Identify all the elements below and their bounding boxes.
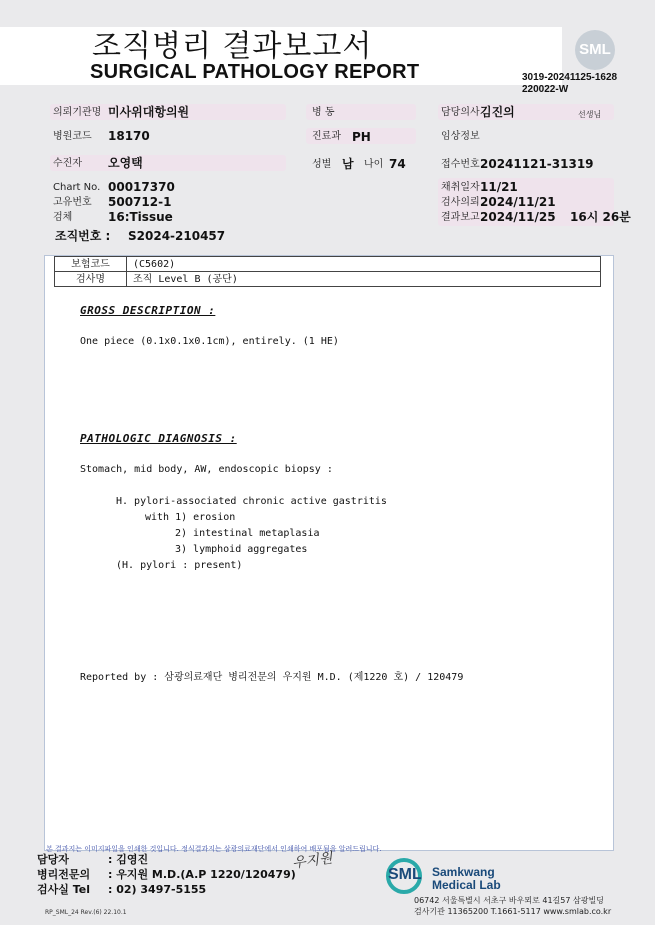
patient-value: 오영택 bbox=[108, 156, 143, 170]
samkwang-name: Samkwang Medical Lab bbox=[432, 865, 501, 892]
manager-label: 담당자 bbox=[37, 853, 69, 866]
sex-label: 성별 bbox=[312, 159, 332, 170]
patient-label: 수진자 bbox=[53, 158, 82, 169]
pathologist-value: : 우지원 M.D.(A.P 1220/120479) bbox=[108, 868, 296, 881]
print-notice: 본 결과지는 이미지파일을 인쇄한 것입니다. 정식결과지는 삼광의료재단에서 인쇄하여 배포됨을 알려드립니다. bbox=[46, 845, 382, 853]
diagnosis-heading: PATHOLOGIC DIAGNOSIS : bbox=[80, 432, 237, 445]
test-value: 조직 Level B (공단) bbox=[127, 272, 601, 287]
diagnosis-line-3: 2) intestinal metaplasia bbox=[175, 528, 320, 539]
form-revision: RP_SML_24 Rev.(6) 22.10.1 bbox=[45, 909, 127, 916]
clinical-label: 임상정보 bbox=[441, 131, 480, 142]
gross-heading: GROSS DESCRIPTION : bbox=[80, 304, 216, 317]
samkwang-logo-text: SML bbox=[388, 866, 422, 883]
request-label: 검사의뢰 bbox=[441, 197, 480, 208]
diagnosis-line-1: H. pylori-associated chronic active gastritis bbox=[116, 496, 387, 507]
manager-value: : 김영진 bbox=[108, 853, 149, 866]
report-title-korean: 조직병리 결과보고서 bbox=[92, 29, 373, 64]
diagnosis-site: Stomach, mid body, AW, endoscopic biopsy : bbox=[80, 464, 333, 475]
chart-value: 00017370 bbox=[108, 180, 175, 194]
tissue-no-label: 조직번호 : bbox=[55, 229, 111, 243]
ward-label: 병 동 bbox=[312, 107, 335, 118]
doctor-suffix: 선생님 bbox=[578, 110, 602, 119]
sex-value: 남 bbox=[342, 157, 354, 171]
lab-tel-label: 검사실 Tel bbox=[37, 883, 90, 896]
unique-value: 500712-1 bbox=[108, 195, 172, 209]
test-code-table bbox=[54, 256, 601, 287]
insurance-row bbox=[55, 257, 601, 272]
report-date-label: 결과보고 bbox=[441, 212, 480, 223]
diagnosis-line-4: 3) lymphoid aggregates bbox=[175, 544, 308, 555]
signature: 우지원 bbox=[291, 850, 334, 872]
doctor-value: 김진의 bbox=[480, 105, 515, 119]
receipt-value: 20241121-31319 bbox=[480, 157, 594, 171]
diagnosis-line-2: with 1) erosion bbox=[145, 512, 236, 523]
lab-tel-value: : 02) 3497-5155 bbox=[108, 883, 207, 896]
institution-value: 미사위대항의원 bbox=[108, 105, 190, 119]
request-value: 2024/11/21 bbox=[480, 195, 556, 209]
specimen-value: 16:Tissue bbox=[108, 210, 173, 224]
report-title-english: SURGICAL PATHOLOGY REPORT bbox=[90, 61, 420, 83]
dept-value: PH bbox=[352, 130, 371, 144]
chart-label: Chart No. bbox=[53, 182, 101, 193]
tissue-no-value: S2024-210457 bbox=[128, 229, 226, 243]
test-label: 검사명 bbox=[55, 272, 127, 287]
lab-address: 06742 서울특별시 서초구 바우뫼로 41길57 삼광빌딩 검사기관 11365200 T.1661-5117 www.smlab.co.kr bbox=[414, 896, 612, 916]
insurance-label: 보험코드 bbox=[55, 257, 127, 272]
age-value: 74 bbox=[389, 157, 406, 171]
pathologist-label: 병리전문의 bbox=[37, 868, 91, 881]
collect-label: 채취일자 bbox=[441, 182, 480, 193]
gross-text: One piece (0.1x0.1x0.1cm), entirely. (1 HE) bbox=[80, 336, 339, 347]
receipt-label: 접수번호 bbox=[441, 159, 480, 170]
hospital-code-label: 병원코드 bbox=[53, 131, 92, 142]
unique-label: 고유번호 bbox=[53, 197, 92, 208]
insurance-value: (C5602) bbox=[127, 257, 601, 272]
hospital-code-value: 18170 bbox=[108, 129, 150, 143]
report-time-value: 16시 26분 bbox=[570, 210, 631, 224]
reported-by: Reported by : 삼광의료재단 병리전문의 우지원 M.D. (제1220 호) / 120479 bbox=[80, 672, 464, 683]
collect-value: 11/21 bbox=[480, 180, 518, 194]
dept-label: 진료과 bbox=[312, 131, 341, 142]
doctor-label: 담당의사 bbox=[441, 107, 480, 118]
report-number: 3019-20241125-1628 220022-W bbox=[522, 72, 618, 95]
test-row bbox=[55, 272, 601, 287]
specimen-label: 검체 bbox=[53, 212, 73, 223]
patient-row bbox=[50, 155, 286, 171]
institution-label: 의뢰기관명 bbox=[53, 107, 102, 118]
sml-logo: SML bbox=[575, 30, 615, 70]
diagnosis-line-5: (H. pylori : present) bbox=[116, 560, 243, 571]
age-label: 나이 bbox=[364, 159, 384, 170]
report-date-value: 2024/11/25 bbox=[480, 210, 556, 224]
